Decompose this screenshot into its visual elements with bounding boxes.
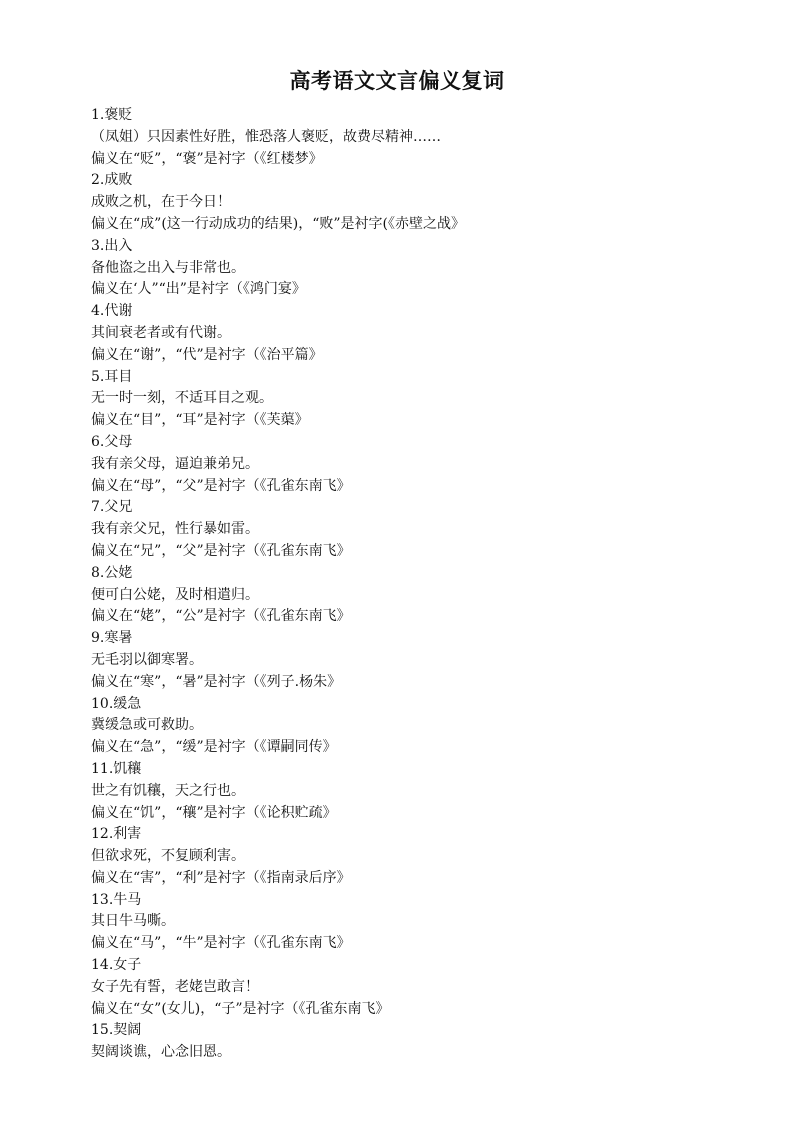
entry-example: （凤姐）只因素性好胜，惟恐落人褒贬，故费尽精神……: [91, 128, 441, 145]
entry-heading: 4.代谢: [91, 303, 133, 320]
entry-note: 偏义在“贬”，“褒”是衬字（《红楼梦》: [91, 150, 323, 167]
entry-note: 偏义在“母”，“父”是衬字（《孔雀东南飞》: [91, 477, 351, 494]
entry-heading: 14.女子: [91, 957, 142, 974]
list-item: [91, 890, 731, 955]
list-item: [91, 1020, 731, 1064]
entry-list: [91, 105, 731, 1064]
entry-example: 但欲求死，不复顾利害。: [91, 848, 245, 865]
page-title: 高考语文文言偏义复词: [289, 69, 505, 93]
entry-example: 其间衰老者或有代谢。: [91, 324, 231, 341]
list-item: [91, 694, 731, 759]
entry-example: 我有亲父兄，性行暴如雷。: [91, 521, 259, 538]
list-item: [91, 759, 731, 824]
entry-note: 偏义在“急”，“缓”是衬字（《谭嗣同传》: [91, 739, 337, 756]
entry-note: 偏义在“女”(女儿)，“子”是衬字（《孔雀东南飞》: [91, 1000, 390, 1017]
entry-example: 成败之机，在于今日！: [91, 194, 231, 211]
entry-example: 备他盗之出入与非常也。: [91, 259, 245, 276]
entry-example: 冀缓急或可救助。: [91, 717, 203, 734]
list-item: [91, 563, 731, 628]
entry-example: 便可白公姥，及时相遣归。: [91, 586, 259, 603]
entry-example: 我有亲父母，逼迫兼弟兄。: [91, 455, 259, 472]
entry-note: 偏义在“害”，“利”是衬字（《指南录后序》: [91, 869, 351, 886]
entry-heading: 7.父兄: [91, 499, 133, 516]
entry-note: 偏义在“寒”，“暑”是衬字（《列子.杨朱》: [91, 673, 342, 690]
entry-note: 偏义在“姥”，“公”是衬字（《孔雀东南飞》: [91, 608, 351, 625]
entry-heading: 13.牛马: [91, 891, 142, 908]
entry-heading: 10.缓急: [91, 695, 142, 712]
list-item: [91, 367, 731, 432]
entry-example: 无毛羽以御寒署。: [91, 651, 203, 668]
entry-note: 偏义在“成”(这一行动成功的结果)，“败”是衬字(《赤壁之战》: [91, 215, 466, 232]
entry-heading: 6.父母: [91, 433, 133, 450]
entry-note: 偏义在“谢”，“代”是衬字（《治平篇》: [91, 346, 323, 363]
list-item: [91, 824, 731, 889]
list-item: [91, 301, 731, 366]
entry-heading: 9.寒暑: [91, 630, 133, 647]
list-item: [91, 105, 731, 170]
entry-note: 偏义在“饥”，“穰”是衬字（《论积贮疏》: [91, 804, 337, 821]
entry-heading: 11.饥穰: [91, 760, 142, 777]
entry-example: 世之有饥穰，天之行也。: [91, 782, 245, 799]
entry-note: 偏义在“马”，“牛”是衬字（《孔雀东南飞》: [91, 935, 351, 952]
list-item: [91, 628, 731, 693]
entry-example: 其日牛马嘶。: [91, 913, 175, 930]
entry-heading: 12.利害: [91, 826, 142, 843]
entry-heading: 15.契阔: [91, 1022, 142, 1039]
entry-heading: 8.公姥: [91, 564, 133, 581]
entry-heading: 3.出入: [91, 237, 133, 254]
list-item: [91, 236, 731, 301]
entry-heading: 1.褒贬: [91, 107, 133, 123]
entry-note: 偏义在“兄”，“父”是衬字（《孔雀东南飞》: [91, 542, 351, 559]
entry-heading: 5.耳目: [91, 368, 133, 385]
entry-note: 偏义在‘人”“出”是衬字（《鸿门宴》: [91, 281, 306, 298]
entry-example: 契阔谈谯，心念旧恩。: [91, 1044, 231, 1061]
list-item: [91, 497, 731, 562]
list-item: [91, 432, 731, 497]
list-item: [91, 955, 731, 1020]
entry-note: 偏义在“目”，“耳”是衬字（《芙蕖》: [91, 412, 309, 429]
list-item: [91, 170, 731, 235]
entry-example: 女子先有誓，老姥岂敢言！: [91, 978, 259, 995]
entry-example: 无一时一刻，不适耳目之观。: [91, 390, 273, 407]
entry-heading: 2.成败: [91, 172, 133, 189]
